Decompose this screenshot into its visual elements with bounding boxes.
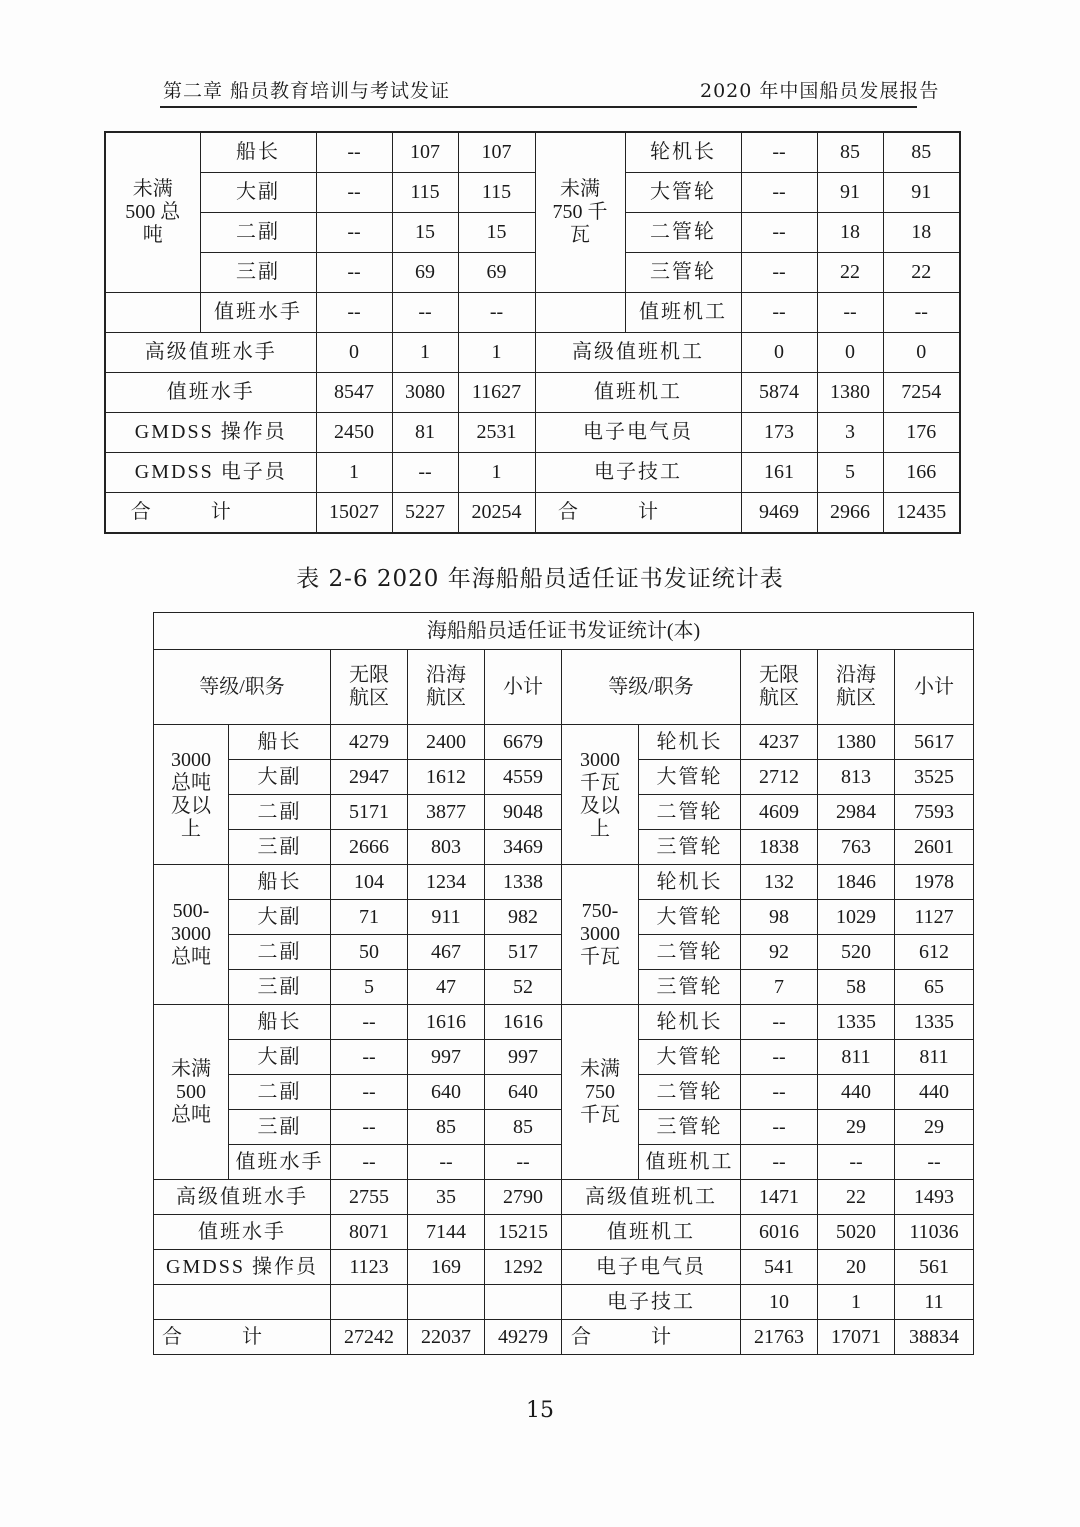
engine-rank: 值班机工 xyxy=(639,1145,741,1180)
value-cell: 5227 xyxy=(392,493,458,534)
value-cell: 15215 xyxy=(485,1215,562,1250)
value-cell: 22 xyxy=(818,1180,895,1215)
summary-label: 合计 xyxy=(562,1320,741,1355)
value-cell: 517 xyxy=(485,935,562,970)
engine-rank: 轮机长 xyxy=(639,865,741,900)
value-cell: -- xyxy=(392,293,458,333)
deck-rank: 三副 xyxy=(229,830,331,865)
value-cell: -- xyxy=(316,293,392,333)
value-cell: 2666 xyxy=(331,830,408,865)
value-cell: -- xyxy=(741,1005,818,1040)
value-cell: 811 xyxy=(818,1040,895,1075)
value-cell: 173 xyxy=(741,413,817,453)
column-header: 等级/职务 xyxy=(562,650,741,725)
value-cell: -- xyxy=(741,173,817,213)
engine-group-label: 3000 千瓦 及以 上 xyxy=(562,725,639,865)
engine-rank: 轮机长 xyxy=(639,725,741,760)
value-cell: 2947 xyxy=(331,760,408,795)
value-cell: -- xyxy=(741,1145,818,1180)
value-cell: -- xyxy=(458,293,535,333)
value-cell: 1616 xyxy=(485,1005,562,1040)
summary-label: 值班水手 xyxy=(154,1215,331,1250)
value-cell: 1335 xyxy=(895,1005,974,1040)
table-row xyxy=(105,253,960,293)
value-cell: 5874 xyxy=(741,373,817,413)
value-cell: 541 xyxy=(741,1250,818,1285)
value-cell: 49279 xyxy=(485,1320,562,1355)
engine-rank: 大管轮 xyxy=(639,1040,741,1075)
value-cell: 1 xyxy=(316,453,392,493)
deck-rank: 二副 xyxy=(229,935,331,970)
value-cell: 1127 xyxy=(895,900,974,935)
empty-cell xyxy=(535,293,625,333)
value-cell: 1380 xyxy=(818,725,895,760)
value-cell: -- xyxy=(741,1110,818,1145)
engine-rank: 轮机长 xyxy=(625,132,741,173)
value-cell: 11036 xyxy=(895,1215,974,1250)
value-cell: 2601 xyxy=(895,830,974,865)
value-cell: 22 xyxy=(883,253,960,293)
value-cell: 22037 xyxy=(408,1320,485,1355)
deck-rank: 大副 xyxy=(229,760,331,795)
value-cell: 1846 xyxy=(818,865,895,900)
value-cell: 115 xyxy=(392,173,458,213)
value-cell: -- xyxy=(331,1005,408,1040)
value-cell: 9048 xyxy=(485,795,562,830)
value-cell xyxy=(331,1285,408,1320)
engine-rank: 三管轮 xyxy=(639,1110,741,1145)
value-cell: 440 xyxy=(818,1075,895,1110)
column-header: 等级/职务 xyxy=(154,650,331,725)
value-cell: 169 xyxy=(408,1250,485,1285)
summary-label: 值班水手 xyxy=(105,373,316,413)
table-caption: 表 2-6 2020 年海船船员适任证书发证统计表 xyxy=(296,566,784,592)
value-cell: 0 xyxy=(316,333,392,373)
value-cell: 18 xyxy=(817,213,883,253)
value-cell: 0 xyxy=(741,333,817,373)
value-cell: 5171 xyxy=(331,795,408,830)
value-cell: 7593 xyxy=(895,795,974,830)
value-cell: -- xyxy=(331,1075,408,1110)
value-cell: 85 xyxy=(408,1110,485,1145)
summary-label: 高级值班机工 xyxy=(562,1180,741,1215)
value-cell: 104 xyxy=(331,865,408,900)
value-cell: 6679 xyxy=(485,725,562,760)
value-cell: 91 xyxy=(883,173,960,213)
value-cell: 3525 xyxy=(895,760,974,795)
summary-row xyxy=(154,1180,974,1215)
deck-rank: 大副 xyxy=(229,900,331,935)
value-cell: -- xyxy=(316,253,392,293)
engine-group-label: 未满 750 千 瓦 xyxy=(535,132,625,293)
value-cell: 3 xyxy=(817,413,883,453)
value-cell: 69 xyxy=(458,253,535,293)
value-cell: 1978 xyxy=(895,865,974,900)
column-header: 小计 xyxy=(895,650,974,725)
value-cell: 65 xyxy=(895,970,974,1005)
value-cell: 92 xyxy=(741,935,818,970)
summary-label: GMDSS 电子员 xyxy=(105,453,316,493)
value-cell: 9469 xyxy=(741,493,817,534)
value-cell: 1612 xyxy=(408,760,485,795)
deck-rank: 三副 xyxy=(229,1110,331,1145)
column-header: 沿海 航区 xyxy=(408,650,485,725)
summary-label: 合计 xyxy=(105,493,316,534)
value-cell: -- xyxy=(895,1145,974,1180)
summary-label: 合计 xyxy=(154,1320,331,1355)
value-cell: 0 xyxy=(817,333,883,373)
table-row xyxy=(154,1005,974,1040)
value-cell: 803 xyxy=(408,830,485,865)
table-row xyxy=(105,173,960,213)
value-cell: 69 xyxy=(392,253,458,293)
deck-rank: 二副 xyxy=(229,795,331,830)
header-row xyxy=(154,650,974,725)
value-cell: 20254 xyxy=(458,493,535,534)
column-header: 沿海 航区 xyxy=(818,650,895,725)
value-cell: -- xyxy=(741,213,817,253)
value-cell xyxy=(408,1285,485,1320)
value-cell: 467 xyxy=(408,935,485,970)
deck-group-label: 3000 总吨 及以 上 xyxy=(154,725,229,865)
value-cell: 1 xyxy=(818,1285,895,1320)
value-cell: 5 xyxy=(331,970,408,1005)
value-cell: 22 xyxy=(817,253,883,293)
value-cell: -- xyxy=(408,1145,485,1180)
running-header-report: 2020 年中国船员发展报告 xyxy=(700,80,940,102)
value-cell: 3080 xyxy=(392,373,458,413)
value-cell: 98 xyxy=(741,900,818,935)
value-cell: 612 xyxy=(895,935,974,970)
summary-label: 高级值班水手 xyxy=(105,333,316,373)
value-cell: 911 xyxy=(408,900,485,935)
table-row xyxy=(154,725,974,760)
summary-label: 电子电气员 xyxy=(535,413,741,453)
value-cell: 8071 xyxy=(331,1215,408,1250)
value-cell: 38834 xyxy=(895,1320,974,1355)
value-cell: 2450 xyxy=(316,413,392,453)
value-cell: 1 xyxy=(458,333,535,373)
deck-rank: 三副 xyxy=(200,253,316,293)
value-cell: -- xyxy=(331,1040,408,1075)
value-cell: 4279 xyxy=(331,725,408,760)
value-cell: 1029 xyxy=(818,900,895,935)
value-cell: 81 xyxy=(392,413,458,453)
value-cell: -- xyxy=(316,132,392,173)
value-cell: 3877 xyxy=(408,795,485,830)
value-cell xyxy=(485,1285,562,1320)
value-cell: 2712 xyxy=(741,760,818,795)
value-cell: -- xyxy=(316,213,392,253)
summary-label: GMDSS 操作员 xyxy=(154,1250,331,1285)
value-cell: -- xyxy=(818,1145,895,1180)
summary-row xyxy=(154,1250,974,1285)
deck-group-label: 未满 500 总 吨 xyxy=(105,132,200,293)
value-cell: 1471 xyxy=(741,1180,818,1215)
value-cell: 1380 xyxy=(817,373,883,413)
value-cell: 47 xyxy=(408,970,485,1005)
value-cell: 27242 xyxy=(331,1320,408,1355)
value-cell: 132 xyxy=(741,865,818,900)
value-cell: -- xyxy=(331,1145,408,1180)
value-cell: 85 xyxy=(883,132,960,173)
value-cell: 85 xyxy=(817,132,883,173)
value-cell: 440 xyxy=(895,1075,974,1110)
engine-rank: 三管轮 xyxy=(639,970,741,1005)
value-cell: 982 xyxy=(485,900,562,935)
value-cell: 91 xyxy=(817,173,883,213)
value-cell: 1 xyxy=(458,453,535,493)
engine-rank: 三管轮 xyxy=(625,253,741,293)
engine-rank: 大管轮 xyxy=(639,900,741,935)
engine-rank: 二管轮 xyxy=(639,795,741,830)
engine-rank: 值班机工 xyxy=(625,293,741,333)
summary-label: 值班机工 xyxy=(535,373,741,413)
value-cell: 11 xyxy=(895,1285,974,1320)
value-cell: 20 xyxy=(818,1250,895,1285)
value-cell: -- xyxy=(883,293,960,333)
summary-label: 电子电气员 xyxy=(562,1250,741,1285)
engine-group-label: 750- 3000 千瓦 xyxy=(562,865,639,1005)
value-cell: 811 xyxy=(895,1040,974,1075)
value-cell: 1616 xyxy=(408,1005,485,1040)
summary-label: 电子技工 xyxy=(562,1285,741,1320)
table-row xyxy=(105,132,960,173)
value-cell: 5617 xyxy=(895,725,974,760)
summary-row xyxy=(105,333,960,373)
value-cell: -- xyxy=(741,132,817,173)
value-cell: 1838 xyxy=(741,830,818,865)
value-cell: 107 xyxy=(392,132,458,173)
value-cell: -- xyxy=(331,1110,408,1145)
deck-rank: 船长 xyxy=(200,132,316,173)
value-cell: 7254 xyxy=(883,373,960,413)
value-cell: 10 xyxy=(741,1285,818,1320)
value-cell: 18 xyxy=(883,213,960,253)
value-cell: 6016 xyxy=(741,1215,818,1250)
engine-rank: 二管轮 xyxy=(639,935,741,970)
summary-row xyxy=(154,1285,974,1320)
value-cell: 15027 xyxy=(316,493,392,534)
value-cell: 1493 xyxy=(895,1180,974,1215)
deck-rank: 值班水手 xyxy=(229,1145,331,1180)
value-cell: 176 xyxy=(883,413,960,453)
value-cell: 1 xyxy=(392,333,458,373)
certificate-statistics-table xyxy=(153,612,974,1355)
value-cell: 5 xyxy=(817,453,883,493)
value-cell: 1338 xyxy=(485,865,562,900)
value-cell: 813 xyxy=(818,760,895,795)
deck-rank: 大副 xyxy=(229,1040,331,1075)
value-cell: 161 xyxy=(741,453,817,493)
column-header: 小计 xyxy=(485,650,562,725)
summary-row xyxy=(105,493,960,534)
value-cell: 2966 xyxy=(817,493,883,534)
table-continued xyxy=(104,131,961,534)
empty-cell xyxy=(105,293,200,333)
column-header: 无限 航区 xyxy=(741,650,818,725)
value-cell: -- xyxy=(316,173,392,213)
deck-group-label: 500- 3000 总吨 xyxy=(154,865,229,1005)
value-cell: 1123 xyxy=(331,1250,408,1285)
summary-label: 合计 xyxy=(535,493,741,534)
value-cell: 107 xyxy=(458,132,535,173)
value-cell: 2400 xyxy=(408,725,485,760)
summary-row xyxy=(154,1320,974,1355)
value-cell: 17071 xyxy=(818,1320,895,1355)
value-cell: 997 xyxy=(408,1040,485,1075)
value-cell: 2790 xyxy=(485,1180,562,1215)
deck-group-label: 未满 500 总吨 xyxy=(154,1005,229,1180)
table-row xyxy=(105,293,960,333)
deck-rank: 三副 xyxy=(229,970,331,1005)
value-cell: 2984 xyxy=(818,795,895,830)
summary-label: GMDSS 操作员 xyxy=(105,413,316,453)
engine-rank: 三管轮 xyxy=(639,830,741,865)
value-cell: -- xyxy=(741,293,817,333)
summary-row xyxy=(105,413,960,453)
deck-rank: 值班水手 xyxy=(200,293,316,333)
value-cell: 71 xyxy=(331,900,408,935)
value-cell: 4609 xyxy=(741,795,818,830)
value-cell: 3469 xyxy=(485,830,562,865)
value-cell: 2755 xyxy=(331,1180,408,1215)
summary-label xyxy=(154,1285,331,1320)
value-cell: 5020 xyxy=(818,1215,895,1250)
running-header-chapter: 第二章 船员教育培训与考试发证 xyxy=(163,80,451,102)
engine-group-label: 未满 750 千瓦 xyxy=(562,1005,639,1180)
deck-rank: 二副 xyxy=(200,213,316,253)
table-title: 海船船员适任证书发证统计(本) xyxy=(154,613,974,650)
value-cell: -- xyxy=(392,453,458,493)
deck-rank: 船长 xyxy=(229,725,331,760)
value-cell: 7144 xyxy=(408,1215,485,1250)
value-cell: 1234 xyxy=(408,865,485,900)
value-cell: 11627 xyxy=(458,373,535,413)
value-cell: 21763 xyxy=(741,1320,818,1355)
table-row xyxy=(154,865,974,900)
title-row xyxy=(154,613,974,650)
value-cell: 2531 xyxy=(458,413,535,453)
value-cell: 12435 xyxy=(883,493,960,534)
value-cell: 561 xyxy=(895,1250,974,1285)
value-cell: 520 xyxy=(818,935,895,970)
value-cell: 15 xyxy=(458,213,535,253)
value-cell: -- xyxy=(741,1075,818,1110)
engine-rank: 大管轮 xyxy=(625,173,741,213)
value-cell: 4237 xyxy=(741,725,818,760)
value-cell: 7 xyxy=(741,970,818,1005)
value-cell: 29 xyxy=(818,1110,895,1145)
value-cell: 115 xyxy=(458,173,535,213)
deck-rank: 二副 xyxy=(229,1075,331,1110)
value-cell: -- xyxy=(741,1040,818,1075)
engine-rank: 大管轮 xyxy=(639,760,741,795)
engine-rank: 轮机长 xyxy=(639,1005,741,1040)
value-cell: 35 xyxy=(408,1180,485,1215)
column-header: 无限 航区 xyxy=(331,650,408,725)
engine-rank: 二管轮 xyxy=(625,213,741,253)
value-cell: 166 xyxy=(883,453,960,493)
summary-row xyxy=(105,373,960,413)
value-cell: 1335 xyxy=(818,1005,895,1040)
engine-rank: 二管轮 xyxy=(639,1075,741,1110)
value-cell: 640 xyxy=(485,1075,562,1110)
value-cell: 50 xyxy=(331,935,408,970)
value-cell: 0 xyxy=(883,333,960,373)
summary-label: 高级值班机工 xyxy=(535,333,741,373)
value-cell: 58 xyxy=(818,970,895,1005)
page-number: 15 xyxy=(526,1398,554,1423)
value-cell: 4559 xyxy=(485,760,562,795)
header-rule xyxy=(160,106,917,108)
deck-rank: 船长 xyxy=(229,865,331,900)
value-cell: -- xyxy=(485,1145,562,1180)
deck-rank: 大副 xyxy=(200,173,316,213)
value-cell: 640 xyxy=(408,1075,485,1110)
deck-rank: 船长 xyxy=(229,1005,331,1040)
value-cell: 1292 xyxy=(485,1250,562,1285)
value-cell: 8547 xyxy=(316,373,392,413)
summary-row xyxy=(154,1215,974,1250)
summary-label: 电子技工 xyxy=(535,453,741,493)
summary-label: 高级值班水手 xyxy=(154,1180,331,1215)
value-cell: -- xyxy=(817,293,883,333)
value-cell: 15 xyxy=(392,213,458,253)
value-cell: 52 xyxy=(485,970,562,1005)
value-cell: 85 xyxy=(485,1110,562,1145)
value-cell: 29 xyxy=(895,1110,974,1145)
value-cell: 763 xyxy=(818,830,895,865)
value-cell: -- xyxy=(741,253,817,293)
value-cell: 997 xyxy=(485,1040,562,1075)
table-row xyxy=(105,213,960,253)
summary-label: 值班机工 xyxy=(562,1215,741,1250)
summary-row xyxy=(105,453,960,493)
